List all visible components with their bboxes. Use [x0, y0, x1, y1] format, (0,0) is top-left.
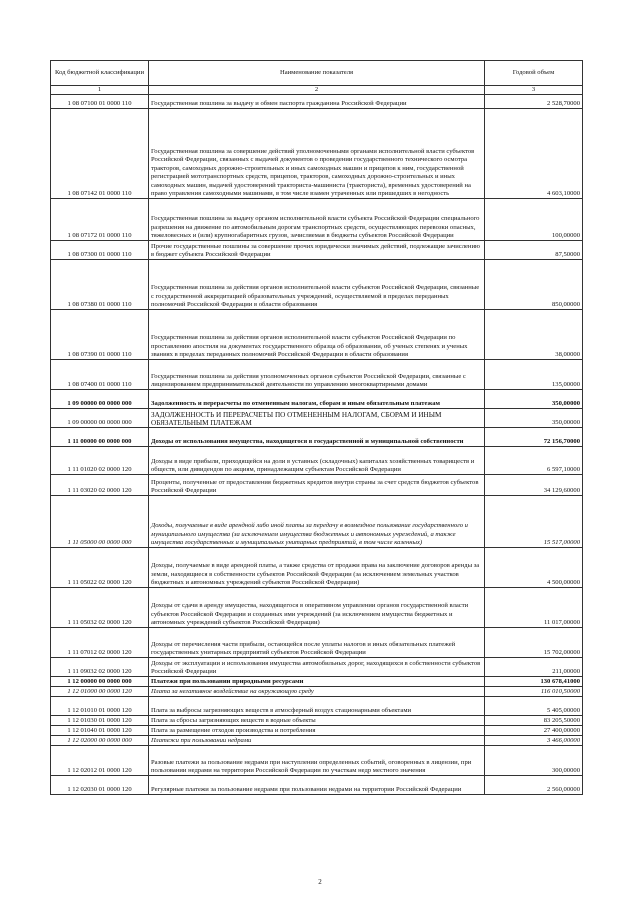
row-value: 11 017,00000 — [485, 588, 583, 628]
row-value: 38,00000 — [485, 310, 583, 360]
table-row — [51, 588, 583, 628]
row-code: 1 12 00000 00 0000 000 — [51, 677, 149, 687]
table-body — [51, 95, 583, 795]
row-name: Государственная пошлина за выдачу и обмен паспорта гражданина Российской Федерации — [149, 95, 485, 109]
row-code: 1 11 01020 02 0000 120 — [51, 447, 149, 475]
row-code: 1 09 00000 00 0000 000 — [51, 390, 149, 409]
page-number: 2 — [318, 878, 322, 886]
row-value: 135,00000 — [485, 360, 583, 390]
row-value: 350,00000 — [485, 390, 583, 409]
row-name: Доходы, получаемые в виде арендной платы, а также средства от продажи права на заключение договоров аренды за земли, находящиеся в собственности субъектов Российской Федерации (за исключением земельных участков бюджетных и автономных учреждений субъектов Российской Федерации) — [149, 548, 485, 588]
row-name: Государственная пошлина за совершение действий уполномоченными органами исполнительной власти субъектов Российской Федерации, связанных с выдачей документов о проведении государственного технического осмотра тракторов, самоходных дорожно-строительных и иных самоходных машин и прицепов к ним, государственной регистрацией мототранспортных средств, прицепов, тракторов, самоходных дорожно-строительных и иных самоходных машин, выдачей удостоверений тракториста-машиниста (тракториста), временных удостоверений на право управления самоходными машинами, в том числе взамен утраченных или пришедших в негодность — [149, 109, 485, 199]
row-value: 4 500,00000 — [485, 548, 583, 588]
table-row — [51, 390, 583, 409]
row-code: 1 08 07172 01 0000 110 — [51, 199, 149, 241]
row-name: Доходы, получаемые в виде арендной либо иной платы за передачу в возмездное пользование государственного и муниципального имущества (за исключением имущества бюджетных и автономных учреждений, а также имущества государственных и муниципальных унитарных предприятий, в том числе казенных) — [149, 496, 485, 548]
column-number-1: 1 — [51, 86, 149, 95]
table-row — [51, 199, 583, 241]
row-name: ЗАДОЛЖЕННОСТЬ И ПЕРЕРАСЧЕТЫ ПО ОТМЕНЕННЫМ НАЛОГАМ, СБОРАМ И ИНЫМ ОБЯЗАТЕЛЬНЫМ ПЛАТЕЖАМ — [149, 409, 485, 428]
row-value: 2 528,70000 — [485, 95, 583, 109]
column-number-row — [51, 86, 583, 95]
table-row — [51, 687, 583, 697]
table-row — [51, 726, 583, 736]
row-name: Задолженность и перерасчеты по отмененным налогам, сборам и иным обязательным платежам — [149, 390, 485, 409]
row-value: 27 400,00000 — [485, 726, 583, 736]
row-value: 5 405,00000 — [485, 697, 583, 716]
row-name: Прочие государственные пошлины за совершение прочих юридически значимых действий, подлежащие зачислению в бюджет субъекта Российской Федерации — [149, 241, 485, 260]
row-value: 4 603,10000 — [485, 109, 583, 199]
header-code: Код бюджетной классификации — [51, 61, 149, 86]
row-name: Государственная пошлина за действия уполномоченных органов субъектов Российской Федерации, связанные с лицензированием предпринимательской деятельности по управлению многоквартирными домами — [149, 360, 485, 390]
row-value: 300,00000 — [485, 746, 583, 776]
row-code: 1 11 05022 02 0000 120 — [51, 548, 149, 588]
row-value: 87,50000 — [485, 241, 583, 260]
row-name: Платежи при пользовании недрами — [149, 736, 485, 746]
row-name: Доходы от использования имущества, находящегося в государственной и муниципальной собственности — [149, 428, 485, 447]
row-code: 1 11 05032 02 0000 120 — [51, 588, 149, 628]
row-code: 1 12 02030 01 0000 120 — [51, 776, 149, 795]
row-code: 1 08 07300 01 0000 110 — [51, 241, 149, 260]
row-name: Разовые платежи за пользование недрами при наступлении определенных событий, оговоренных в лицензии, при пользовании недрами на территории Российской Федерации по участкам недр местного значения — [149, 746, 485, 776]
table-row — [51, 496, 583, 548]
table-row — [51, 736, 583, 746]
row-name: Доходы от сдачи в аренду имущества, находящегося в оперативном управлении органов государственной власти субъектов Российской Федерации и созданных ими учреждений (за исключением имущества бюджетных и автономных учреждений субъектов Российской Федерации) — [149, 588, 485, 628]
column-number-3: 3 — [485, 86, 583, 95]
row-code: 1 11 05000 00 0000 000 — [51, 496, 149, 548]
row-code: 1 12 01030 01 0000 120 — [51, 716, 149, 726]
table-row — [51, 409, 583, 428]
row-name: Государственная пошлина за действия органов исполнительной власти субъектов Российской Федерации, связанные с государственной аккредитацией образовательных учреждений, осуществляемой в пределах переданных полномочий Российской Федерации в области образования — [149, 260, 485, 310]
header-name: Наименование показателя — [149, 61, 485, 86]
row-value: 15 702,00000 — [485, 628, 583, 658]
row-name: Доходы в виде прибыли, приходящейся на доли в уставных (складочных) капиталах хозяйственных товариществ и обществ, или дивидендов по акциям, принадлежащим субъектам Российской Федерации — [149, 447, 485, 475]
row-code: 1 12 01010 01 0000 120 — [51, 697, 149, 716]
row-value: 130 678,41000 — [485, 677, 583, 687]
table-row — [51, 109, 583, 199]
table-row — [51, 628, 583, 658]
row-value: 72 156,70000 — [485, 428, 583, 447]
table-row — [51, 241, 583, 260]
row-name: Государственная пошлина за выдачу органом исполнительной власти субъекта Российской Федерации специального разрешения на движение по автомобильным дорогам транспортных средств, осуществляющих перевозки опасных, тяжеловесных и (или) крупногабаритных грузов, зачисляемая в бюджеты субъектов Российской Федерации — [149, 199, 485, 241]
row-code: 1 08 07400 01 0000 110 — [51, 360, 149, 390]
row-name: Государственная пошлина за действия органов исполнительной власти субъектов Российской Федерации по проставлению апостиля на документах государственного образца об образовании, об ученых степенях и ученых званиях в пределах переданных полномочий Российской Федерации в области образования — [149, 310, 485, 360]
table-row — [51, 658, 583, 677]
row-code: 1 08 07100 01 0000 110 — [51, 95, 149, 109]
table-row — [51, 548, 583, 588]
row-code: 1 08 07380 01 0000 110 — [51, 260, 149, 310]
row-value: 15 517,00000 — [485, 496, 583, 548]
header-value: Годовой объем — [485, 61, 583, 86]
row-value: 100,00000 — [485, 199, 583, 241]
row-value: 2 560,00000 — [485, 776, 583, 795]
budget-revenue-table — [50, 60, 583, 795]
row-value: 6 597,10000 — [485, 447, 583, 475]
table-row — [51, 310, 583, 360]
table-header-row — [51, 61, 583, 86]
table-row — [51, 95, 583, 109]
row-value: 211,00000 — [485, 658, 583, 677]
row-code: 1 12 01000 00 0000 120 — [51, 687, 149, 697]
column-number-2: 2 — [149, 86, 485, 95]
table-row — [51, 697, 583, 716]
row-code: 1 11 07012 02 0000 120 — [51, 628, 149, 658]
table-row — [51, 447, 583, 475]
row-code: 1 12 01040 01 0000 120 — [51, 726, 149, 736]
table-row — [51, 677, 583, 687]
row-value: 3 466,00000 — [485, 736, 583, 746]
row-code: 1 08 07142 01 0000 110 — [51, 109, 149, 199]
row-name: Доходы от перечисления части прибыли, остающейся после уплаты налогов и иных обязательных платежей государственных унитарных предприятий субъектов Российской Федерации — [149, 628, 485, 658]
row-value: 116 010,50000 — [485, 687, 583, 697]
row-code: 1 12 02000 00 0000 000 — [51, 736, 149, 746]
row-code: 1 11 09032 02 0000 120 — [51, 658, 149, 677]
row-code: 1 12 02012 01 0000 120 — [51, 746, 149, 776]
table-row — [51, 360, 583, 390]
row-value: 34 129,60000 — [485, 475, 583, 496]
row-name: Платежи при пользовании природными ресурсами — [149, 677, 485, 687]
table-row — [51, 746, 583, 776]
row-name: Проценты, полученные от предоставления бюджетных кредитов внутри страны за счет средств бюджетов субъектов Российской Федерации — [149, 475, 485, 496]
row-value: 850,00000 — [485, 260, 583, 310]
row-value: 350,00000 — [485, 409, 583, 428]
row-code: 1 09 00000 00 0000 000 — [51, 409, 149, 428]
table-row — [51, 776, 583, 795]
row-code: 1 11 03020 02 0000 120 — [51, 475, 149, 496]
row-code: 1 11 00000 00 0000 000 — [51, 428, 149, 447]
table-row — [51, 716, 583, 726]
row-name: Плата за размещение отходов производства и потребления — [149, 726, 485, 736]
row-name: Регулярные платежи за пользование недрами при пользовании недрами на территории Российской Федерации — [149, 776, 485, 795]
row-code: 1 08 07390 01 0000 110 — [51, 310, 149, 360]
table-row — [51, 475, 583, 496]
row-name: Доходы от эксплуатации и использования имущества автомобильных дорог, находящихся в собственности субъектов Российской Федерации — [149, 658, 485, 677]
table-row — [51, 428, 583, 447]
table-row — [51, 260, 583, 310]
row-name: Плата за выбросы загрязняющих веществ в атмосферный воздух стационарными объектами — [149, 697, 485, 716]
row-name: Плата за негативное воздействие на окружающую среду — [149, 687, 485, 697]
row-name: Плата за сбросы загрязняющих веществ в водные объекты — [149, 716, 485, 726]
row-value: 83 205,50000 — [485, 716, 583, 726]
